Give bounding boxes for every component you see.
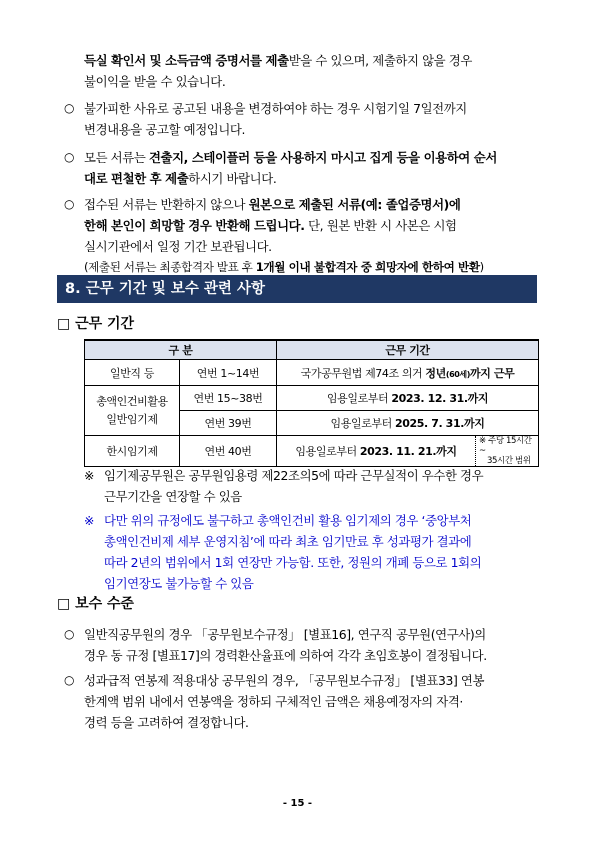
table-cell (277, 360, 539, 386)
bullet-documents-binding (84, 147, 540, 189)
note-extension (84, 465, 540, 507)
cell-text: 임용일로부터 (326, 392, 392, 405)
cell-bold-text: 까지 근무 (470, 366, 515, 380)
table-header-period: 근무 기간 (277, 340, 539, 360)
bullet-text: 경력 등을 고려하여 결정합니다. (84, 715, 249, 730)
table-cell: 한시임기제 (85, 436, 180, 467)
table-cell: 연번 15~38번 (180, 386, 277, 411)
bullet-symbol: ○ (64, 197, 75, 211)
subheading-work-period: □ 근무 기간 (57, 316, 135, 332)
table-row (85, 436, 539, 467)
bullet-bold-text: 대로 편철한 후 제출 (84, 171, 189, 186)
note-text: 총액인건비제 세부 운영지침’에 따라 최초 임기만료 후 성과평가 결과에 (104, 534, 472, 549)
table-header-category: 구 분 (85, 340, 277, 360)
bullet-notice-change (84, 98, 540, 140)
note-text: 근무기간을 연장할 수 있음 (104, 489, 242, 504)
cell-bold-text: 2025. 7. 31.까지 (395, 417, 485, 430)
bullet-bold-text: 한해 본인이 희망할 경우 반환해 드립니다. (84, 218, 305, 233)
note-exception (84, 510, 540, 594)
subheading-pay-level: □ 보수 수준 (57, 596, 135, 612)
pay-bullet-general (84, 624, 540, 666)
bullet-symbol: ○ (64, 150, 75, 164)
table-cell: 연번 1~14번 (180, 360, 277, 386)
bullet-text: 하시기 바랍니다. (188, 171, 277, 186)
bullet-text: 경우 동 규정 [별표17]의 경력환산율표에 의하여 각각 초임호봉이 결정됩니다. (84, 648, 487, 663)
bullet-symbol: ○ (64, 101, 75, 115)
table-cell-note (476, 436, 539, 467)
table-header-row (85, 340, 539, 360)
bullet-symbol: ○ (64, 627, 75, 641)
section-title: 8. 근무 기간 및 보수 관련 사항 (65, 281, 265, 297)
bullet-text: 한계액 범위 내에서 연봉액을 정하되 구체적인 금액은 채용예정자의 자격· (84, 694, 463, 709)
bullet-text: 성과급적 연봉제 적용대상 공무원의 경우, 「공무원보수규정」 [별표33] 연봉 (84, 673, 485, 688)
intro-bold-text: 득실 확인서 및 소득금액 증명서를 제출 (84, 53, 289, 68)
intro-text-line2: 불이익을 받을 수 있습니다. (84, 74, 226, 89)
cell-note-text: ※ 주당 15시간~ (479, 436, 532, 456)
note-mark: ※ (84, 513, 94, 528)
table-cell (277, 436, 476, 467)
bullet-text: 단, 원본 반환 시 사본은 시험 (304, 218, 457, 233)
work-period-table (84, 339, 539, 467)
table-cell (277, 386, 539, 411)
intro-paragraph (84, 50, 540, 92)
pay-bullet-annual-salary (84, 670, 540, 733)
bullet-text: 접수된 서류는 반환하지 않으나 (84, 197, 249, 212)
table-cell: 연번 40번 (180, 436, 277, 467)
table-row (85, 360, 539, 386)
bullet-text: 실시기관에서 일정 기간 보관됩니다. (84, 239, 272, 254)
table-cell: 일반직 등 (85, 360, 180, 386)
cell-text: 총액인건비활용 (96, 394, 168, 408)
bullet-text: ) (479, 260, 484, 274)
bullet-text: (제출된 서류는 최종합격자 발표 후 (84, 260, 256, 274)
note-text: 다만 위의 규정에도 불구하고 총액인건비 활용 임기제의 경우 ‘중앙부처 (104, 513, 472, 528)
table-row (85, 386, 539, 411)
bullet-symbol: ○ (64, 673, 75, 687)
note-text: 임기제공무원은 공무원임용령 제22조의5에 따라 근무실적이 우수한 경우 (104, 468, 484, 483)
section-header (57, 275, 537, 303)
cell-bold-text: 2023. 12. 31.까지 (391, 392, 489, 405)
table-cell: 연번 39번 (180, 411, 277, 436)
cell-bold-text: (60세) (445, 369, 471, 379)
cell-text: 임용일로부터 (330, 417, 395, 430)
bullet-text: 변경내용을 공고할 예정입니다. (84, 122, 246, 137)
bullet-bold-text: 견출지, 스테이플러 등을 사용하지 마시고 집게 등을 이용하여 순서 (148, 150, 497, 165)
cell-text: 임용일로부터 (295, 445, 360, 458)
note-mark: ※ (84, 468, 94, 483)
cell-bold-text: 정년 (425, 366, 446, 380)
cell-text: 국가공무원법 제74조 의거 (300, 366, 426, 380)
bullet-bold-text: 원본으로 제출된 서류(예: 졸업증명서)에 (248, 197, 461, 212)
intro-text: 받을 수 있으며, 제출하지 않을 경우 (288, 53, 472, 68)
table-cell (277, 411, 539, 436)
table-cell (85, 386, 180, 436)
cell-note-text: 35시간 범위 (487, 456, 531, 466)
note-text: 임기연장도 불가능할 수 있음 (104, 576, 254, 591)
note-text: 따라 2년의 범위에서 1회 연장만 가능함. 또한, 정원의 개폐 등으로 1회의 (104, 555, 482, 570)
bullet-text: 일반직공무원의 경우 「공무원보수규정」 [별표16], 연구직 공무원(연구사)의 (84, 627, 486, 642)
cell-bold-text: 2023. 11. 21.까지 (359, 445, 457, 458)
bullet-document-return (84, 194, 540, 278)
bullet-text: 모든 서류는 (84, 150, 149, 165)
bullet-bold-text: 1개월 이내 불합격자 중 희망자에 한하여 반환 (255, 260, 480, 274)
page-number: - 15 - (282, 798, 313, 809)
cell-text: 일반임기제 (106, 412, 158, 426)
bullet-text: 불가피한 사유로 공고된 내용을 변경하여야 하는 경우 시험기일 7일전까지 (84, 101, 467, 116)
